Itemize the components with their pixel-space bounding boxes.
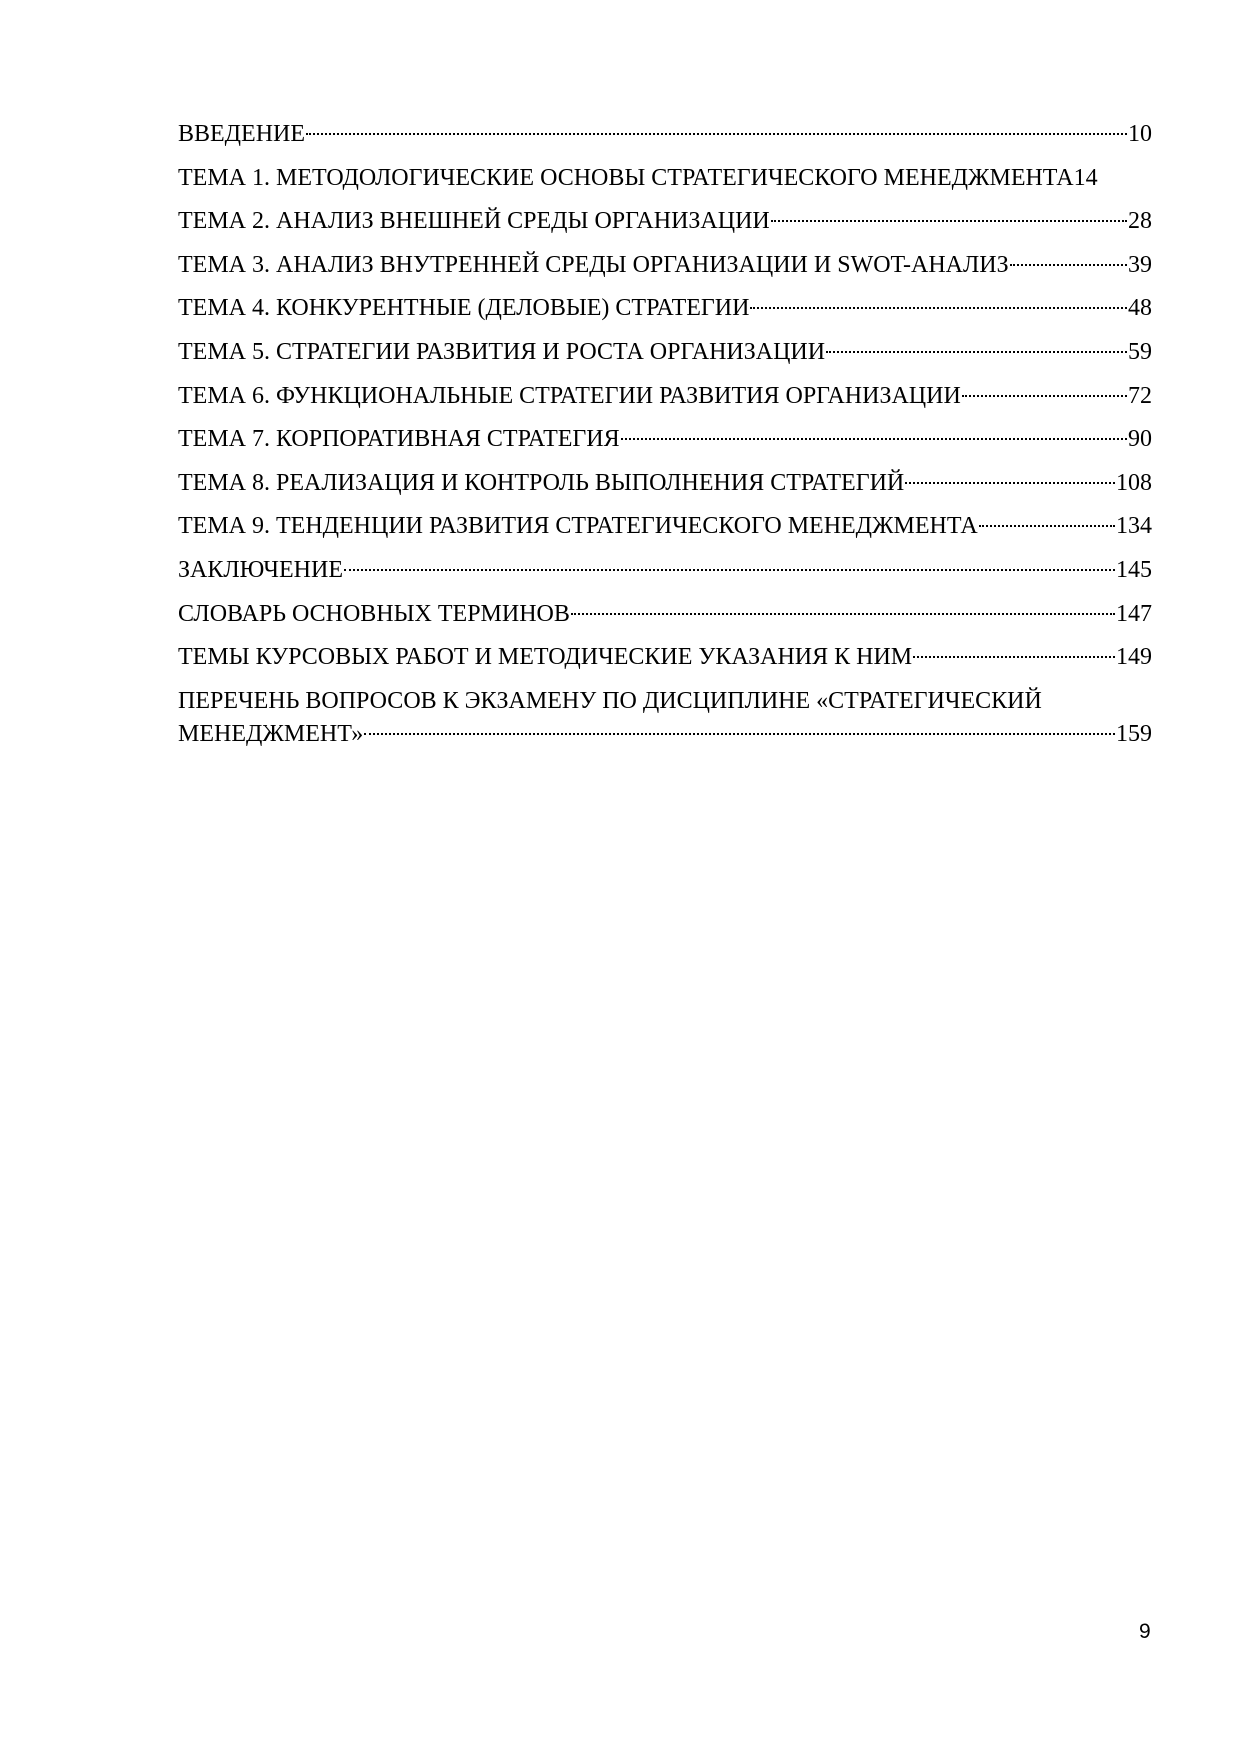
toc-entry-page: 145 (1116, 556, 1152, 583)
toc-entry-topic-9[interactable] (178, 505, 1152, 549)
toc-entry-introduction[interactable] (178, 113, 1152, 157)
toc-entry-title: ТЕМА 1. МЕТОДОЛОГИЧЕСКИЕ ОСНОВЫ СТРАТЕГИЧЕСКОГО МЕНЕДЖМЕНТА (178, 164, 1074, 191)
toc-entry-page: 39 (1128, 251, 1152, 278)
toc-entry-title: ТЕМЫ КУРСОВЫХ РАБОТ И МЕТОДИЧЕСКИЕ УКАЗАНИЯ К НИМ (178, 644, 913, 671)
toc-entry-page: 28 (1128, 208, 1152, 235)
toc-entry-title: ВВЕДЕНИЕ (178, 121, 306, 147)
toc-entry-page: 59 (1128, 338, 1152, 365)
toc-entry-title: ТЕМА 9. ТЕНДЕНЦИИ РАЗВИТИЯ СТРАТЕГИЧЕСКОГО МЕНЕДЖМЕНТА (178, 513, 978, 540)
page-number: 9 (1139, 1620, 1151, 1643)
toc-entry-title: СЛОВАРЬ ОСНОВНЫХ ТЕРМИНОВ (178, 600, 570, 627)
toc-entry-conclusion[interactable] (178, 549, 1152, 593)
toc-entry-title: ТЕМА 5. СТРАТЕГИИ РАЗВИТИЯ И РОСТА ОРГАНИЗАЦИИ (178, 338, 826, 365)
toc-entry-topic-5[interactable] (178, 331, 1152, 375)
toc-entry-title: ТЕМА 4. КОНКУРЕНТНЫЕ (ДЕЛОВЫЕ) СТРАТЕГИИ (178, 295, 750, 322)
toc-leader-dots (306, 132, 1127, 135)
toc-entry-page: 147 (1116, 600, 1152, 627)
toc-leader-dots (364, 732, 1115, 735)
toc-entry-page: 108 (1116, 469, 1152, 496)
toc-leader-dots (962, 394, 1127, 397)
toc-leader-dots (571, 612, 1115, 615)
toc-leader-dots (826, 350, 1127, 353)
toc-leader-dots (1010, 263, 1127, 266)
toc-leader-dots (905, 481, 1115, 484)
toc-entry-topic-2[interactable] (178, 200, 1152, 244)
toc-leader-dots (771, 219, 1127, 222)
toc-entry-page: 134 (1116, 513, 1152, 540)
toc-entry-title-line2: МЕНЕДЖМЕНТ» (178, 720, 364, 747)
toc-entry-title: ТЕМА 7. КОРПОРАТИВНАЯ СТРАТЕГИЯ (178, 426, 620, 453)
toc-entry-title: ЗАКЛЮЧЕНИЕ (178, 556, 343, 583)
toc-entry-title: ТЕМА 8. РЕАЛИЗАЦИЯ И КОНТРОЛЬ ВЫПОЛНЕНИЯ СТРАТЕГИЙ (178, 469, 905, 496)
toc-leader-dots (913, 655, 1115, 658)
toc-entry-topic-8[interactable] (178, 462, 1152, 506)
toc-entry-topic-4[interactable] (178, 287, 1152, 331)
toc-entry-page: 14 (1073, 164, 1098, 191)
toc-leader-dots (344, 568, 1115, 571)
toc-entry-page: 149 (1116, 644, 1152, 671)
toc-entry-title: ТЕМА 6. ФУНКЦИОНАЛЬНЫЕ СТРАТЕГИИ РАЗВИТИЯ ОРГАНИЗАЦИИ (178, 382, 961, 409)
toc-entry-page: 10 (1128, 121, 1152, 147)
toc-leader-dots (621, 437, 1127, 440)
toc-entry-page: 48 (1128, 295, 1152, 322)
toc-leader-dots (979, 524, 1115, 527)
toc-entry-topic-7[interactable] (178, 418, 1152, 462)
toc-entry-topic-1[interactable] (178, 157, 1152, 201)
toc-entry-title-line1: ПЕРЕЧЕНЬ ВОПРОСОВ К ЭКЗАМЕНУ ПО ДИСЦИПЛИНЕ «СТРАТЕГИЧЕСКИЙ (178, 687, 1042, 714)
toc-leader-dots (750, 306, 1127, 309)
table-of-contents (178, 113, 1152, 751)
toc-entry-page: 90 (1128, 426, 1152, 453)
toc-entry-title-line2-row (178, 718, 1152, 751)
toc-entry-title: ТЕМА 2. АНАЛИЗ ВНЕШНЕЙ СРЕДЫ ОРГАНИЗАЦИИ (178, 208, 770, 235)
toc-entry-topic-3[interactable] (178, 244, 1152, 288)
toc-entry-coursework-topics[interactable] (178, 636, 1152, 680)
toc-entry-title: ТЕМА 3. АНАЛИЗ ВНУТРЕННЕЙ СРЕДЫ ОРГАНИЗАЦИИ И SWOT-АНАЛИЗ (178, 251, 1009, 278)
toc-entry-page: 72 (1128, 382, 1152, 409)
toc-entry-topic-6[interactable] (178, 375, 1152, 419)
toc-entry-page: 159 (1116, 720, 1152, 747)
toc-entry-glossary[interactable] (178, 593, 1152, 637)
toc-entry-exam-questions[interactable] (178, 685, 1152, 751)
